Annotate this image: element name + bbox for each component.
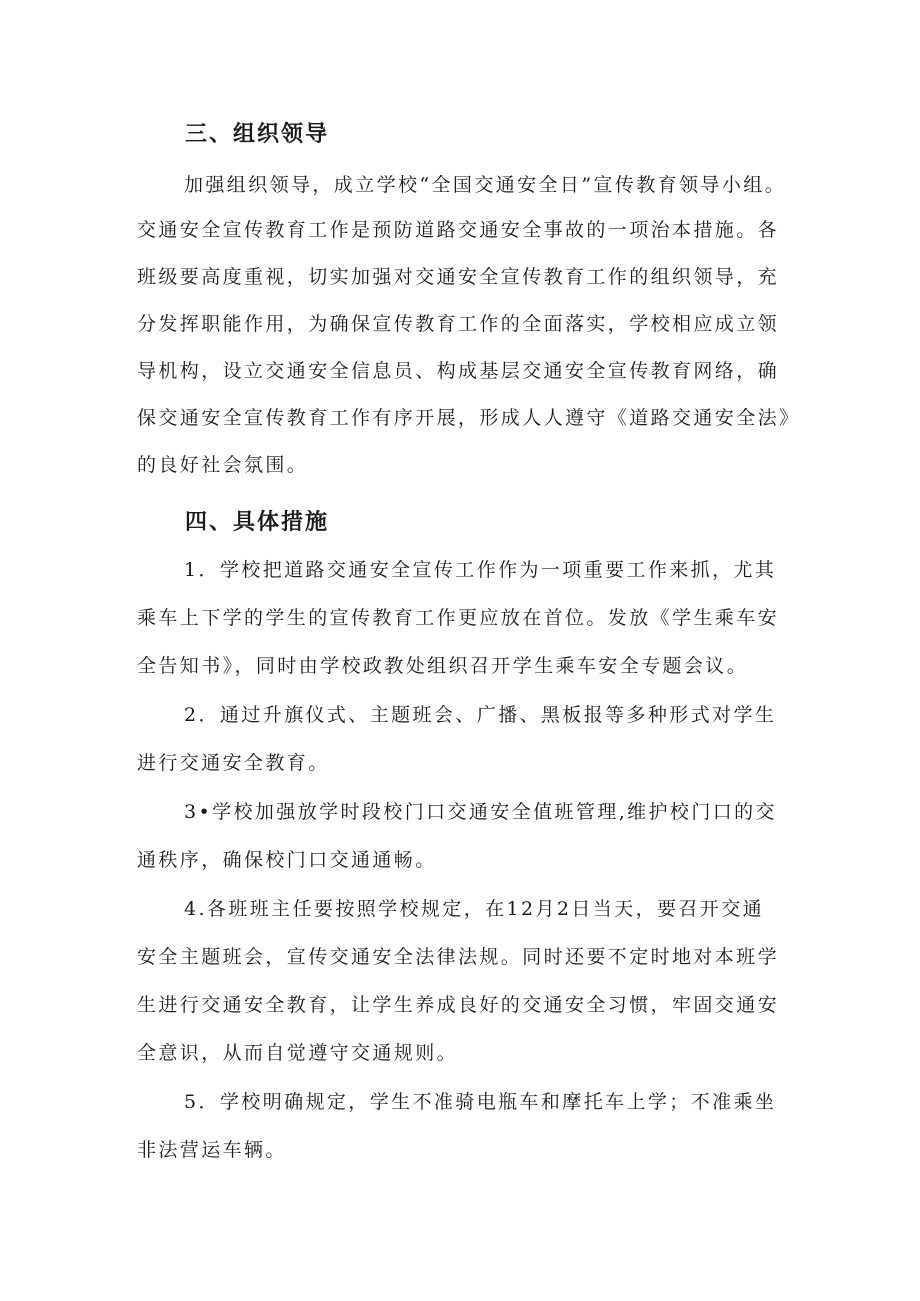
paragraph-line: 1．学校把道路交通安全宣传工作作为一项重要工作来抓，尤其 <box>184 559 777 581</box>
paragraph-line: 乘车上下学的学生的宣传教育工作更应放在首位。发放《学生乘车安 <box>137 607 780 629</box>
paragraph-line: 5．学校明确规定，学生不准骑电瓶车和摩托车上学；不准乘坐 <box>184 1091 777 1113</box>
paragraph-line: 4.各班班主任要按照学校规定，在12月2日当天，要召开交通 <box>184 898 764 920</box>
paragraph-line: 生进行交通安全教育，让学生养成良好的交通安全习惯，牢固交通安 <box>137 994 780 1016</box>
section-heading-organization: 三、组织领导 <box>185 122 330 147</box>
paragraph-line: 分发挥职能作用，为确保宣传教育工作的全面落实，学校相应成立领 <box>137 313 780 335</box>
paragraph-line: 2．通过升旗仪式、主题班会、广播、黑板报等多种形式对学生 <box>184 704 777 726</box>
paragraph-line: 进行交通安全教育。 <box>137 752 330 774</box>
paragraph-line: 加强组织领导，成立学校“全国交通安全日”宣传教育领导小组。 <box>184 174 787 196</box>
paragraph-line: 的良好社会氛围。 <box>137 454 309 476</box>
paragraph-line: 导机构，设立交通安全信息员、构成基层交通安全宣传教育网络，确 <box>137 360 780 382</box>
paragraph-line: 通秩序，确保校门口交通通畅。 <box>137 849 437 871</box>
paragraph-line: 非法营运车辆。 <box>137 1139 287 1161</box>
paragraph-line: 全告知书》，同时由学校政教处组织召开学生乘车安全专题会议。 <box>137 655 749 677</box>
paragraph-line: 交通安全宣传教育工作是预防道路交通安全事故的一项治本措施。各 <box>137 219 780 241</box>
paragraph-line: 保交通安全宣传教育工作有序开展，形成人人遵守《道路交通安全法》 <box>137 407 801 429</box>
section-heading-measures: 四、具体措施 <box>185 510 330 535</box>
paragraph-line: 班级要高度重视，切实加强对交通安全宣传教育工作的组织领导，充 <box>137 266 780 288</box>
paragraph-line: 全意识，从而自觉遵守交通规则。 <box>137 1042 459 1064</box>
paragraph-line: 3•学校加强放学时段校门口交通安全值班管理,维护校门口的交 <box>184 801 777 823</box>
paragraph-line: 安全主题班会，宣传交通安全法律法规。同时还要不定时地对本班学 <box>137 946 780 968</box>
